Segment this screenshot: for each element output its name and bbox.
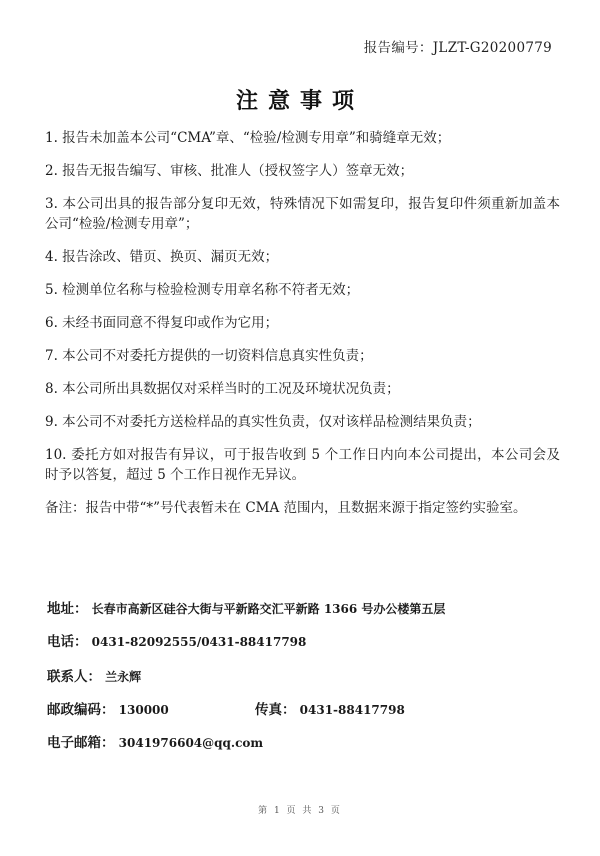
contact-person-label: 联系人： [47,669,101,685]
remark-note: 备注：报告中带“*”号代表暂未在 CMA 范围内，且数据来源于指定签约实验室。 [45,500,527,516]
notice-item: 7. 本公司不对委托方提供的一切资料信息真实性负责； [45,348,373,364]
notice-item: 1. 报告未加盖本公司“CMA”章、“检验/检测专用章”和骑缝章无效； [45,130,451,146]
notice-item: 2. 报告无报告编写、审核、批准人（授权签字人）签章无效； [45,163,414,179]
phone-value: 0431-82092555/0431-88417798 [91,635,307,649]
notice-item: 3. 本公司出具的报告部分复印无效，特殊情况下如需复印，报告复印件须重新加盖本公司“检验/检测专用章”； [45,196,560,232]
fax-label: 传真： [255,702,296,718]
notice-item: 5. 检测单位名称与检验检测专用章名称不符者无效； [45,282,360,298]
notice-item: 9. 本公司不对委托方送检样品的真实性负责，仅对该样品检测结果负责； [45,414,481,430]
email-row [47,731,562,751]
phone-label: 电话： [47,634,88,650]
postal-fax-row [47,698,562,718]
notice-item: 4. 报告涂改、错页、换页、漏页无效； [45,249,279,265]
address-row [47,597,562,617]
address-value: 长春市高新区硅谷大街与平新路交汇平新路 1366 号办公楼第五层 [91,602,446,616]
email-value: 3041976604@qq.com [118,736,264,750]
postal-code-value: 130000 [118,703,169,717]
notice-list [45,128,560,518]
contact-person-value: 兰永辉 [105,670,142,684]
email-label: 电子邮箱： [47,735,115,751]
notice-item: 10. 委托方如对报告有异议，可于报告收到 5 个工作日内向本公司提出，本公司会及时予以答复，超过 5 个工作日视作无异议。 [45,447,560,483]
fax-group [255,698,405,718]
contact-person-row [47,665,562,685]
page-footer: 第 1 页 共 3 页 [258,806,342,816]
fax-value: 0431-88417798 [299,703,405,717]
address-label: 地址： [47,601,88,617]
page-title: 注意事项 [235,88,364,114]
phone-row [47,630,562,650]
report-number: 报告编号：JLZT-G20200779 [363,40,552,56]
postal-code-label: 邮政编码： [47,702,115,718]
notice-item: 6. 未经书面同意不得复印或作为它用； [45,315,279,331]
notice-item: 8. 本公司所出具数据仅对采样当时的工况及环境状况负责； [45,381,400,397]
